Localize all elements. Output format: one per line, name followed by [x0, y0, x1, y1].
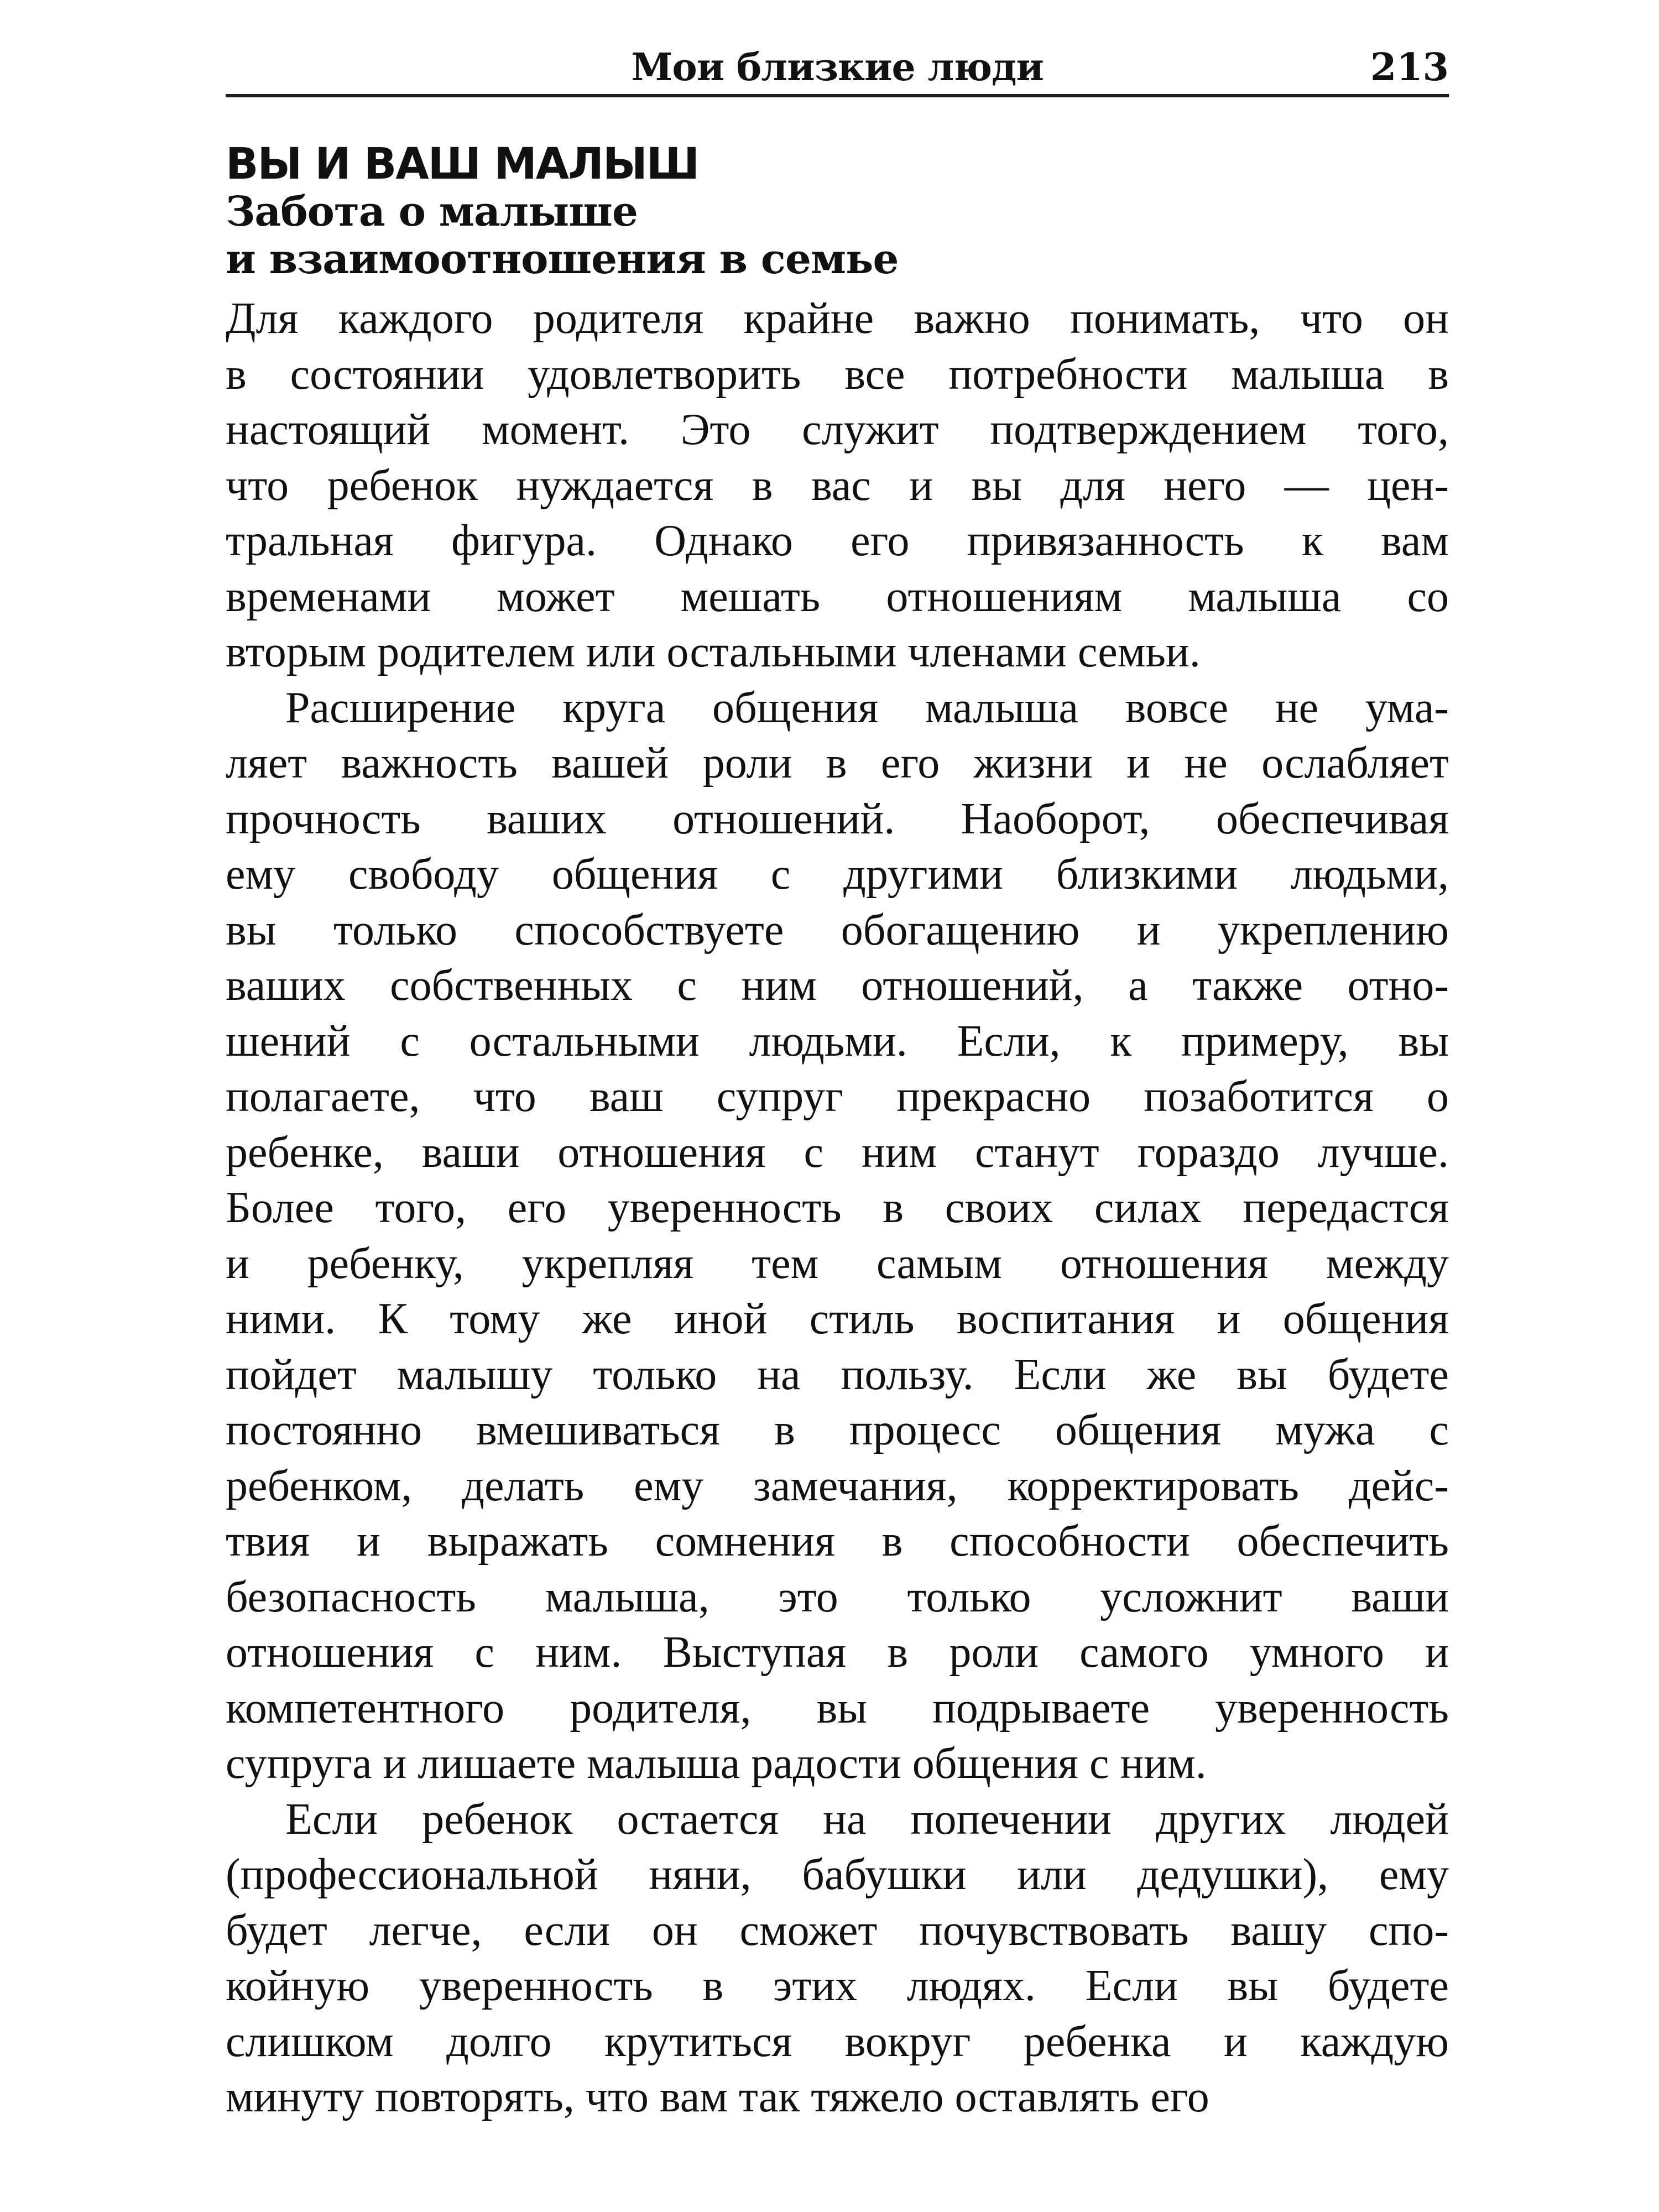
text-line: ваших собственных с ним отношений, а также отно- — [226, 961, 1449, 1010]
text-line: прочность ваших отношений. Наоборот, обеспечивая — [226, 794, 1449, 843]
text-line: временами может мешать отношениям малыша со — [226, 572, 1449, 621]
text-line: пойдет малышу только на пользу. Если же вы будете — [226, 1350, 1449, 1399]
text-line: Расширение круга общения малыша вовсе не ума- — [285, 683, 1449, 732]
paragraph — [226, 1792, 1449, 2125]
text-line: тральная фигура. Однако его привязанность к вам — [226, 517, 1449, 565]
text-line: в состоянии удовлетворить все потребности малыша в — [226, 349, 1449, 399]
text-line: Более того, его уверенность в своих силах передастся — [226, 1183, 1449, 1232]
text-line: настоящий момент. Это служит подтверждением того, — [226, 405, 1449, 454]
text-line: Если ребенок остается на попечении других людей — [285, 1794, 1449, 1844]
body-text — [226, 291, 1449, 2125]
text-line: и ребенку, укрепляя тем самым отношения между — [226, 1239, 1449, 1288]
paragraph — [226, 291, 1449, 680]
text-line: супруга и лишаете малыша радости общения с ним. — [226, 1739, 1207, 1788]
text-line: Для каждого родителя крайне важно понимать, что он — [226, 294, 1449, 343]
text-line: ребенком, делать ему замечания, корректировать дейс- — [226, 1461, 1449, 1510]
subtitle-line: и взаимоотношения в семье — [226, 236, 899, 283]
paragraph — [226, 680, 1449, 1792]
text-line: постоянно вмешиваться в процесс общения мужа с — [226, 1406, 1449, 1454]
text-line: койную уверенность в этих людях. Если вы будете — [226, 1961, 1449, 2010]
text-line: отношения с ним. Выступая в роли самого умного и — [226, 1628, 1449, 1677]
running-title: Мои близкие люди — [631, 45, 1044, 90]
text-line: будет легче, если он сможет почувствовать вашу спо- — [226, 1906, 1449, 1955]
text-line: безопасность малыша, это только усложнит ваши — [226, 1572, 1449, 1621]
text-line: ляет важность вашей роли в его жизни и не ослабляет — [226, 739, 1449, 787]
subtitle-line: Забота о малыше — [226, 188, 638, 236]
text-line: ему свободу общения с другими близкими людьми, — [226, 850, 1449, 899]
text-line: ребенке, ваши отношения с ним станут гораздо лучше. — [226, 1128, 1449, 1177]
page-number: 213 — [1370, 45, 1449, 90]
text-line: шений с остальными людьми. Если, к примеру, вы — [226, 1016, 1449, 1066]
text-line: минуту повторять, что вам так тяжело оставлять его — [226, 2073, 1209, 2121]
text-line: ними. К тому же иной стиль воспитания и общения — [226, 1295, 1449, 1343]
text-line: твия и выражать сомнения в способности обеспечить — [226, 1517, 1449, 1566]
text-line: полагаете, что ваш супруг прекрасно позаботится о — [226, 1072, 1449, 1121]
text-line: слишком долго крутиться вокруг ребенка и каждую — [226, 2017, 1449, 2066]
book-page — [226, 39, 1449, 2184]
running-head — [226, 39, 1449, 97]
text-line: вторым родителем или остальными членами семьи. — [226, 628, 1201, 676]
section-subtitle — [226, 188, 1449, 283]
text-line: что ребенок нуждается в вас и вы для него — цен- — [226, 461, 1449, 510]
text-line: компетентного родителя, вы подрываете уверенность — [226, 1683, 1449, 1733]
text-line: вы только способствуете обогащению и укреплению — [226, 905, 1449, 954]
text-line: (профессиональной няни, бабушки или дедушки), ему — [226, 1850, 1449, 1899]
section-title: ВЫ И ВАШ МАЛЫШ — [226, 139, 699, 189]
